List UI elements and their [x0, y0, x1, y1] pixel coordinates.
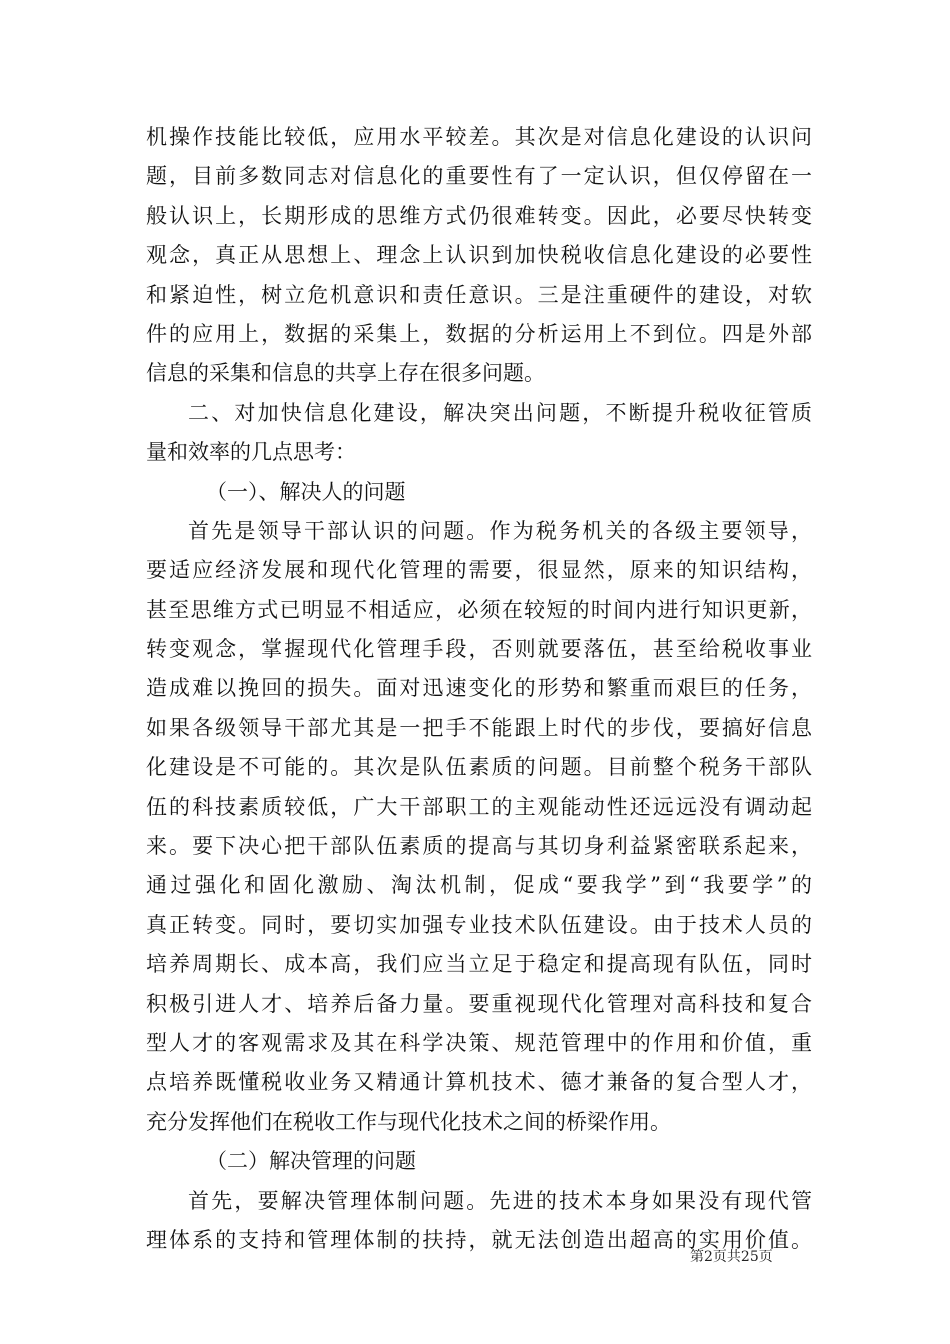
text-line: 观念，真正从思想上、理念上认识到加快税收信息化建设的必要性 [146, 243, 812, 268]
text-line: 如果各级领导干部尤其是一把手不能跟上时代的步伐，要搞好信息 [146, 715, 812, 740]
text-line: 首先是领导干部认识的问题。作为税务机关的各级主要领导， [188, 518, 812, 543]
text-line: 造成难以挽回的损失。面对迅速变化的形势和繁重而艰巨的任务， [146, 676, 812, 701]
text-line: 甚至思维方式已明显不相适应，必须在较短的时间内进行知识更新， [146, 597, 812, 622]
text-line: 来。要下决心把干部队伍素质的提高与其切身利益紧密联系起来， [146, 834, 812, 859]
text-line: 般认识上，长期形成的思维方式仍很难转变。因此，必要尽快转变 [146, 203, 812, 228]
text-line: 真正转变。同时，要切实加强专业技术队伍建设。由于技术人员的 [146, 912, 812, 937]
text-line: 型人才的客观需求及其在科学决策、规范管理中的作用和价值，重 [146, 1030, 812, 1055]
page-footer: 第2页共25页 [690, 1249, 773, 1265]
text-line: 培养周期长、成本高，我们应当立足于稳定和提高现有队伍，同时 [146, 952, 812, 977]
text-line: （一）、解决人的问题 [206, 479, 406, 504]
text-line: 转变观念，掌握现代化管理手段，否则就要落伍，甚至给税收事业 [146, 637, 812, 662]
text-line: 要适应经济发展和现代化管理的需要，很显然，原来的知识结构， [146, 558, 812, 583]
text-line: 题，目前多数同志对信息化的重要性有了一定认识，但仅停留在一 [146, 164, 812, 189]
text-line: 充分发挥他们在税收工作与现代化技术之间的桥梁作用。 [146, 1109, 671, 1134]
body-text [146, 118, 812, 1260]
text-line: 伍的科技素质较低，广大干部职工的主观能动性还远远没有调动起 [146, 794, 812, 819]
text-line: 和紧迫性，树立危机意识和责任意识。三是注重硬件的建设，对软 [146, 282, 812, 307]
text-line: 二、对加快信息化建设，解决突出问题，不断提升税收征管质 [188, 400, 812, 425]
text-line: 通过强化和固化激励、淘汰机制，促成“要我学”到“我要学”的 [146, 873, 812, 898]
text-line: 件的应用上，数据的采集上，数据的分析运用上不到位。四是外部 [146, 321, 812, 346]
text-line: 理体系的支持和管理体制的扶持，就无法创造出超高的实用价值。 [146, 1227, 812, 1252]
text-line: （二）解决管理的问题 [206, 1149, 416, 1174]
text-line: 机操作技能比较低，应用水平较差。其次是对信息化建设的认识问 [146, 125, 812, 149]
text-line: 信息的采集和信息的共享上存在很多问题。 [146, 361, 545, 386]
text-line: 量和效率的几点思考： [146, 440, 356, 465]
text-line: 首先，要解决管理体制问题。先进的技术本身如果没有现代管 [188, 1188, 812, 1213]
text-line: 点培养既懂税收业务又精通计算机技术、德才兼备的复合型人才， [146, 1070, 812, 1095]
text-line: 化建设是不可能的。其次是队伍素质的问题。目前整个税务干部队 [146, 755, 812, 780]
text-line: 积极引进人才、培养后备力量。要重视现代化管理对高科技和复合 [146, 991, 812, 1016]
